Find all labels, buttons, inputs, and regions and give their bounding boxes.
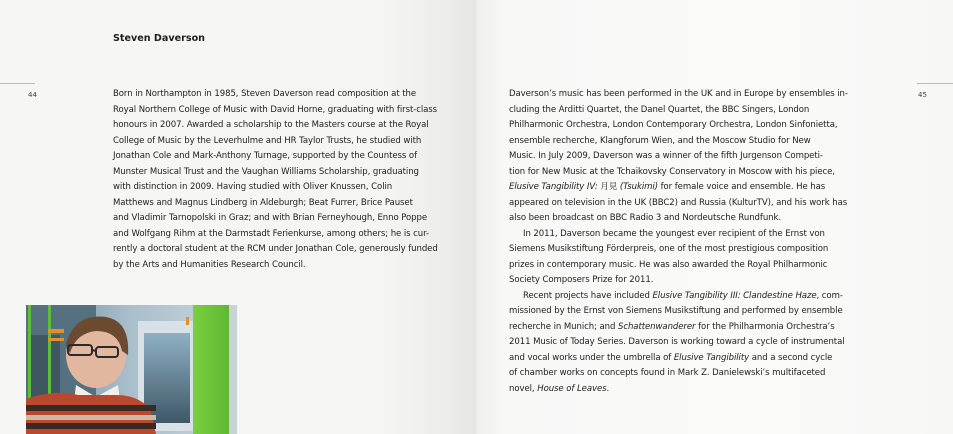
book-title: House of Leaves: [537, 383, 607, 394]
text-line: by the Arts and Humanities Research Council.: [113, 259, 306, 270]
portrait-illustration: [26, 305, 237, 434]
text-line: [509, 351, 848, 367]
portrait-photo: [26, 305, 237, 434]
work-title: Elusive Tangibility: [673, 352, 750, 363]
text-line: of chamber works on concepts found in Mark Z. Danielewski’s multifaceted: [509, 368, 826, 378]
text-line: Matthews and Magnus Lindberg in Aldeburgh; Beat Furrer, Brice Pauset: [113, 197, 413, 208]
biography-paragraph: [113, 87, 438, 273]
text-fragment: for the Philharmonia Orchestra’s: [695, 321, 835, 332]
folio-rule: [917, 83, 953, 84]
text-fragment: Recent projects have included: [523, 290, 653, 301]
text-line: Jonathan Cole and Mark-Anthony Turnage, supported by the Countess of: [113, 151, 418, 161]
text-line: appeared on television in the UK (BBC2) and Russia (KulturTV), and his work has: [509, 197, 848, 208]
text-line: with distinction in 2009. Having studied with Oliver Knussen, Colin: [113, 182, 393, 192]
text-line: [509, 289, 848, 305]
text-line: Royal Northern College of Music with David Horne, graduating with first-class: [113, 104, 438, 115]
work-title: Elusive Tangibility III: Clandestine Haze: [652, 290, 817, 301]
text-line: Philharmonic Orchestra, London Contemporary Orchestra, London Sinfonietta,: [509, 120, 838, 130]
text-line: Born in Northampton in 1985, Steven Daverson read composition at the: [113, 89, 417, 99]
work-title: Elusive Tangibility IV:: [509, 182, 598, 192]
text-line: Society Composers Prize for 2011.: [509, 275, 654, 285]
page-number: 44: [28, 91, 37, 99]
running-head-title: Steven Daverson: [113, 33, 205, 44]
japanese-title: 月見: [597, 182, 620, 192]
left-page: [0, 0, 476, 434]
text-line: Daverson’s music has been performed in the UK and in Europe by ensembles in-: [509, 89, 848, 99]
text-line: missioned by the Ernst von Siemens Musikstiftung and performed by ensemble: [509, 306, 843, 316]
text-line: and Vladimir Tarnopolski in Graz; and with Brian Ferneyhough, Enno Poppe: [113, 213, 428, 223]
text-line: tion for New Music at the Tchaikovsky Conservatory in Moscow with his piece,: [509, 166, 835, 177]
text-line: ensemble recherche, Klangforum Wien, and the Moscow Studio for New: [509, 135, 811, 146]
text-line: [509, 382, 848, 398]
text-line: prizes in contemporary music. He was also awarded the Royal Philharmonic: [509, 259, 828, 270]
work-title: Schattenwanderer: [617, 321, 696, 332]
career-paragraphs: [509, 87, 848, 397]
folio-rule: [0, 83, 35, 84]
work-title: (Tsukimi): [619, 182, 658, 192]
text-line: Music. In July 2009, Daverson was a winner of the fifth Jurgenson Competi-: [509, 151, 823, 161]
page-number: 45: [918, 91, 927, 99]
text-fragment: recherche in Munich; and: [509, 321, 618, 332]
text-fragment: .: [606, 383, 610, 394]
text-fragment: and a second cycle: [749, 352, 833, 363]
text-fragment: for female voice and ensemble. He has: [657, 182, 826, 192]
text-line: In 2011, Daverson became the youngest ever recipient of the Ernst von: [523, 228, 825, 239]
text-line: and Wolfgang Rihm at the Darmstadt Ferienkurse, among others; he is cur-: [113, 228, 429, 239]
text-line: College of Music by the Leverhulme and HR Taylor Trusts, he studied with: [113, 135, 422, 146]
text-line: honours in 2007. Awarded a scholarship to the Masters course at the Royal: [113, 120, 429, 130]
text-line: cluding the Arditti Quartet, the Danel Quartet, the BBC Singers, London: [509, 104, 810, 115]
text-line: [509, 320, 848, 336]
text-line: Siemens Musikstiftung Förderpreis, one of the most prestigious composition: [509, 244, 829, 254]
text-fragment: and vocal works under the umbrella of: [509, 352, 674, 363]
text-line: Munster Musical Trust and the Vaughan Williams Scholarship, graduating: [113, 166, 419, 177]
text-line: rently a doctoral student at the RCM under Jonathan Cole, generously funded: [113, 244, 438, 254]
text-line: 2011 Music of Today Series. Daverson is working toward a cycle of instrumental: [509, 337, 845, 347]
text-line: [509, 180, 848, 196]
text-line: also been broadcast on BBC Radio 3 and Nordeutsche Rundfunk.: [509, 213, 782, 223]
text-fragment: , com-: [816, 290, 843, 301]
text-fragment: novel,: [509, 383, 538, 394]
